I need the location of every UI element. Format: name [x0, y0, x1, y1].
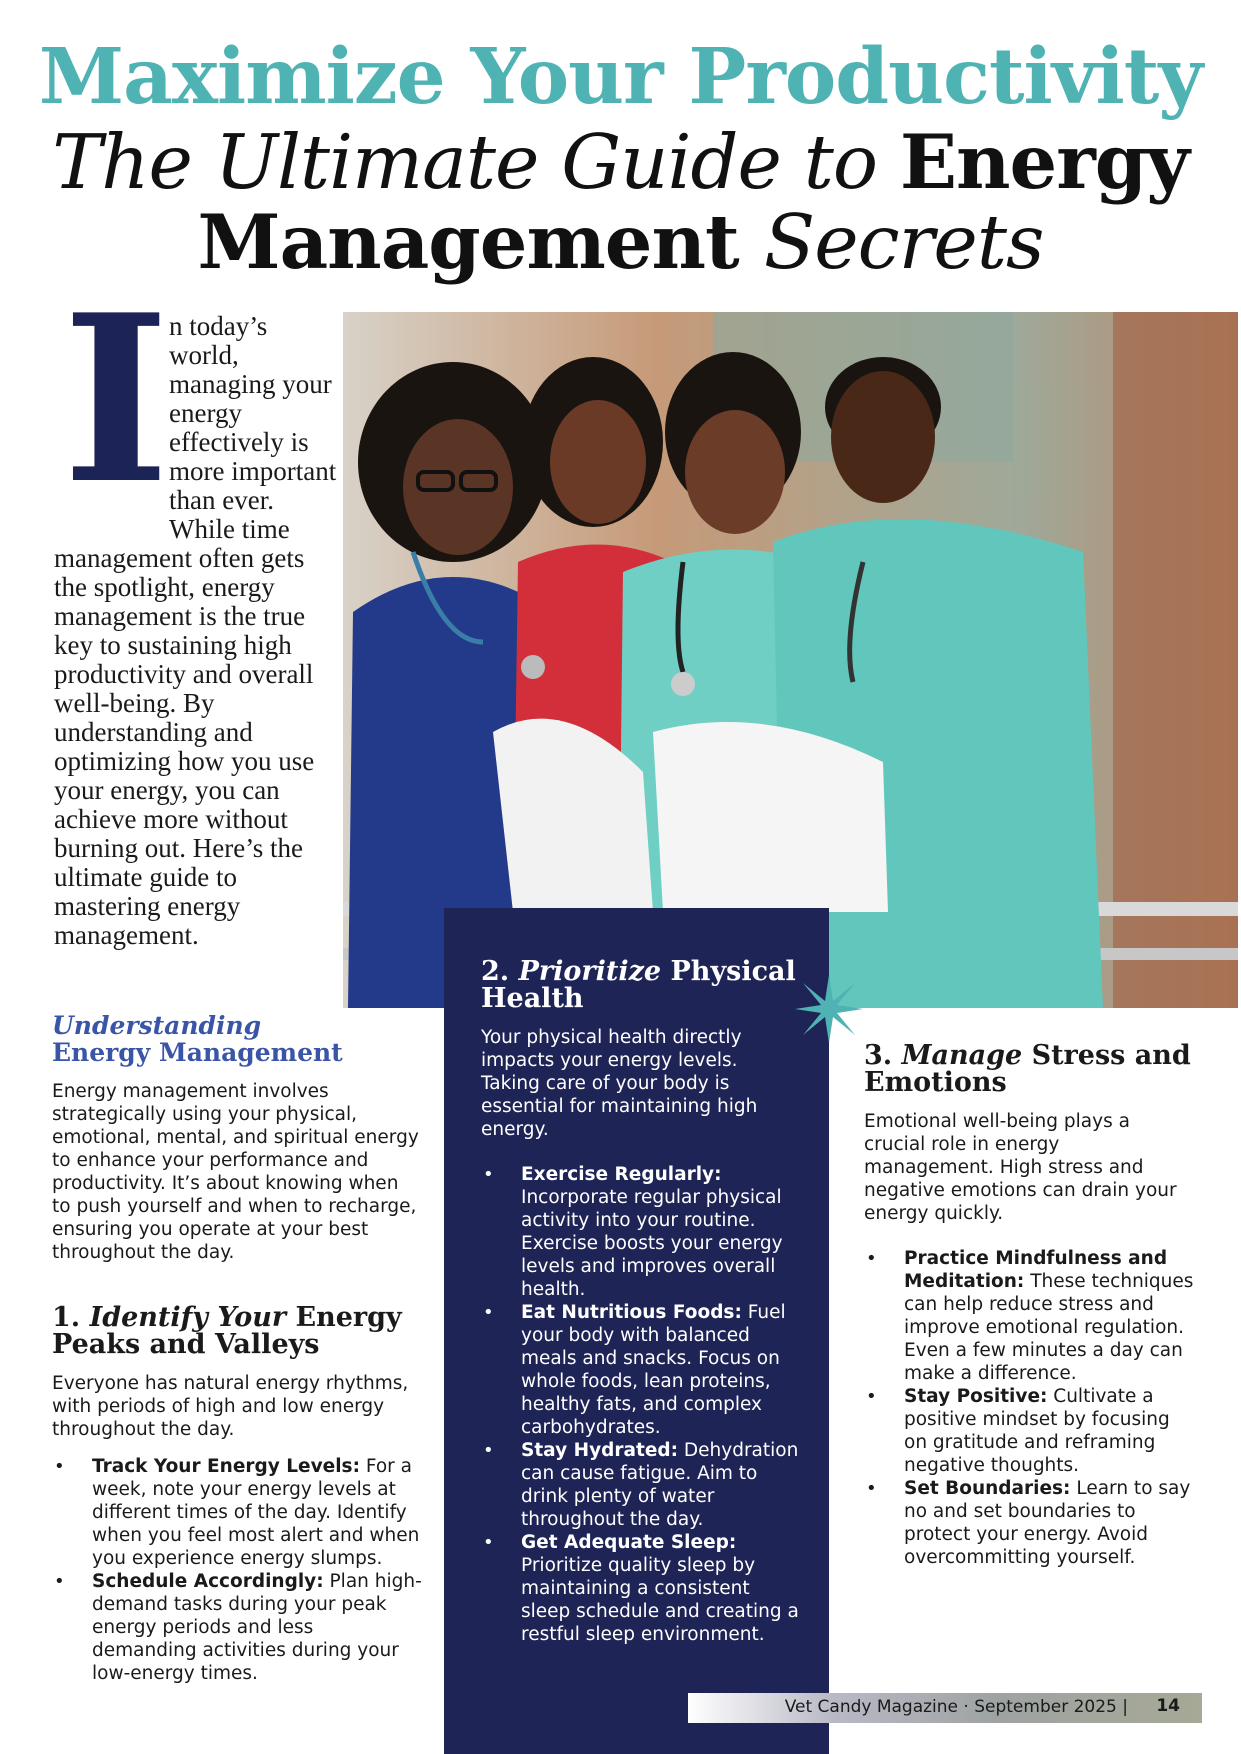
- title-line-3-italic: Secrets: [763, 198, 1044, 286]
- section-2-heading-italic: Prioritize: [518, 956, 662, 987]
- right-column: [864, 1042, 1194, 1569]
- starburst-icon: [795, 975, 863, 1043]
- section-3-heading: [864, 1042, 1194, 1096]
- bullet-label: Get Adequate Sleep:: [521, 1532, 737, 1553]
- intro-text: n today’s world, managing your energy effectively is more important than ever. While time management often gets the spotlight, energy management is the true key to sustaining high productivity and overall well-being. By understanding and optimizing how you use your energy, you can achieve more without burning out. Here’s the ultimate guide to mastering energy management.: [54, 311, 337, 950]
- bullet-label: Eat Nutritious Foods:: [521, 1302, 742, 1323]
- list-item: [481, 1163, 799, 1301]
- list-item: [864, 1477, 1194, 1569]
- bullet-text: Plan high-demand tasks during your peak energy periods and less demanding activities during your low-energy times.: [92, 1571, 422, 1684]
- section-1-bullets: [52, 1455, 422, 1685]
- title-line-1: Maximize Your Productivity: [38, 32, 1203, 122]
- bullet-label: Stay Positive:: [904, 1386, 1048, 1407]
- section-2-number: 2.: [481, 956, 519, 987]
- bullet-label: Practice Mindfulness and Meditation:: [904, 1248, 1168, 1292]
- understanding-heading: [52, 1012, 422, 1066]
- understanding-heading-bold: Energy Management: [52, 1038, 343, 1067]
- title-line-2-bold: Energy: [899, 118, 1189, 206]
- footer-publication: Vet Candy Magazine · September 2025 |: [784, 1697, 1128, 1717]
- list-item: [864, 1247, 1194, 1385]
- section-1-number: 1.: [52, 1302, 90, 1333]
- list-item: [52, 1455, 422, 1570]
- section-1-heading-italic: Identify Your: [89, 1302, 287, 1333]
- list-item: [481, 1301, 799, 1439]
- title-line-2: [0, 118, 1241, 206]
- section-2-heading-bold: Physical Health: [481, 956, 796, 1014]
- list-item: [481, 1439, 799, 1531]
- bullet-label: Schedule Accordingly:: [92, 1571, 324, 1592]
- page-footer: [688, 1693, 1202, 1723]
- title-line-2-italic: The Ultimate Guide to: [52, 118, 900, 206]
- list-item: [52, 1570, 422, 1685]
- bullet-label: Exercise Regularly:: [521, 1164, 722, 1185]
- section-2-heading: [481, 958, 799, 1012]
- section-1-heading-bold: Energy Peaks and Valleys: [52, 1302, 402, 1360]
- bullet-label: Set Boundaries:: [904, 1478, 1071, 1499]
- healthcare-workers-photo: [343, 312, 1238, 1008]
- bullet-text: Learn to say no and set boundaries to protect your energy. Avoid overcommitting yourself.: [904, 1478, 1191, 1568]
- section-3-heading-italic: Manage: [901, 1040, 1023, 1071]
- section-3-heading-bold: Stress and Emotions: [864, 1040, 1191, 1098]
- bullet-text: Prioritize quality sleep by maintaining a consistent sleep schedule and creating a restful sleep environment.: [521, 1555, 799, 1645]
- left-column: [52, 1012, 422, 1685]
- section-3-body: Emotional well-being plays a crucial role in energy management. High stress and negative emotions can drain your energy quickly.: [864, 1111, 1177, 1224]
- photo-illustration: [343, 312, 1238, 1008]
- bullet-text: Incorporate regular physical activity into your routine. Exercise boosts your energy levels and improves overall health.: [521, 1187, 783, 1300]
- page-number: 14: [1156, 1696, 1180, 1716]
- section-3-number: 3.: [864, 1040, 902, 1071]
- bullet-text: Fuel your body with balanced meals and snacks. Focus on whole foods, lean proteins, healthy fats, and complex carbohydrates.: [521, 1302, 786, 1438]
- bullet-text: Dehydration can cause fatigue. Aim to drink plenty of water throughout the day.: [521, 1440, 799, 1530]
- bullet-text: Cultivate a positive mindset by focusing on gratitude and reframing negative thoughts.: [904, 1386, 1170, 1476]
- understanding-heading-italic: Understanding: [52, 1011, 262, 1040]
- section-2-body: Your physical health directly impacts your energy levels. Taking care of your body is essential for maintaining high energy.: [481, 1027, 758, 1140]
- section-1-heading: [52, 1304, 422, 1358]
- bullet-label: Stay Hydrated:: [521, 1440, 679, 1461]
- section-2-bullets: [481, 1163, 799, 1646]
- intro-paragraph: [54, 312, 340, 950]
- list-item: [481, 1531, 799, 1646]
- title-line-3: [0, 198, 1241, 286]
- section-2-box: [444, 908, 829, 1754]
- understanding-body: Energy management involves strategically using your physical, emotional, mental, and spiritual energy to enhance your performance and productivity. It’s about knowing when to push yourself and when to recharge, ensuring you operate at your best throughout the day.: [52, 1081, 419, 1263]
- bullet-text: For a week, note your energy levels at different times of the day. Identify when you feel most alert and when you experience energy slumps.: [92, 1456, 420, 1569]
- bullet-label: Track Your Energy Levels:: [92, 1456, 360, 1477]
- title-line-3-bold: Management: [197, 198, 764, 286]
- drop-cap: I: [62, 265, 170, 535]
- list-item: [864, 1385, 1194, 1477]
- bullet-text: These techniques can help reduce stress and improve emotional regulation. Even a few minutes a day can make a difference.: [904, 1271, 1194, 1384]
- section-1-body: Everyone has natural energy rhythms, with periods of high and low energy throughout the day.: [52, 1373, 409, 1440]
- section-3-bullets: [864, 1247, 1194, 1569]
